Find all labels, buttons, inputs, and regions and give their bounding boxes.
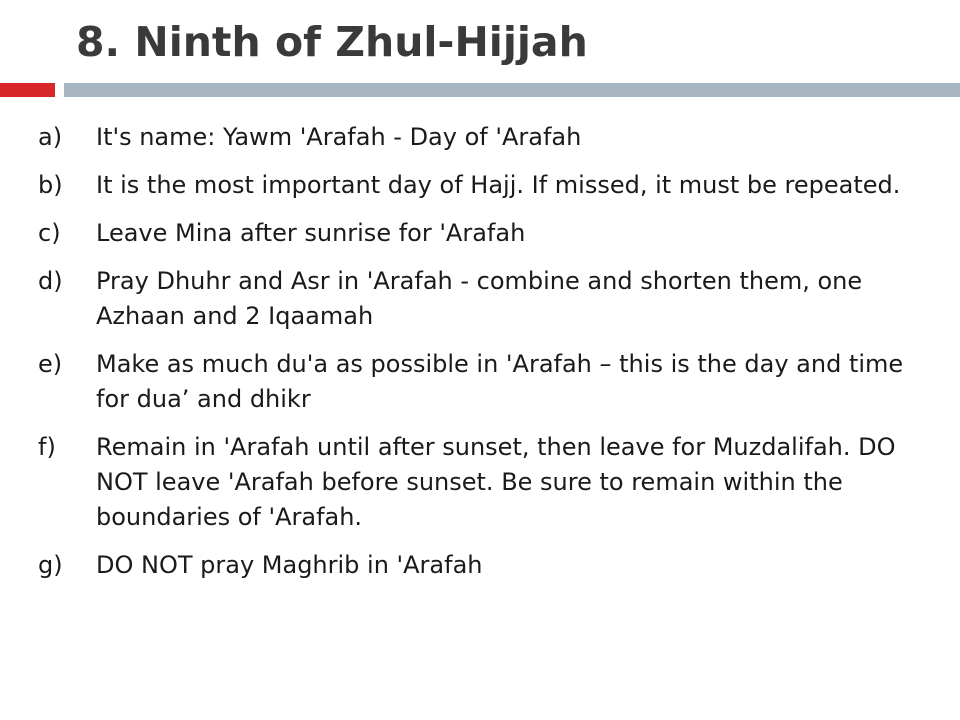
- list-item: [38, 548, 938, 583]
- list-item-marker: a): [38, 123, 63, 151]
- list-item-marker: c): [38, 219, 61, 247]
- list-item-marker: e): [38, 350, 63, 378]
- list-item-marker: g): [38, 551, 63, 579]
- list-item-text: Remain in 'Arafah until after sunset, then leave for Muzdalifah. DO NOT leave 'Arafah before sunset. Be sure to remain within the boundaries of 'Arafah.: [96, 433, 896, 531]
- list-item: [38, 216, 938, 251]
- list-item-marker: d): [38, 267, 63, 295]
- list-item-marker: b): [38, 171, 63, 199]
- list-item: [38, 264, 938, 334]
- list-item: [38, 430, 938, 535]
- title-accent-bar: [0, 83, 55, 97]
- list-item-text: Leave Mina after sunrise for 'Arafah: [96, 219, 526, 247]
- list-item-text: Pray Dhuhr and Asr in 'Arafah - combine and shorten them, one Azhaan and 2 Iqaamah: [96, 267, 863, 330]
- list-item-text: Make as much du'a as possible in 'Arafah – this is the day and time for dua’ and dhikr: [96, 350, 904, 413]
- list-item: [38, 347, 938, 417]
- list-item-text: DO NOT pray Maghrib in 'Arafah: [96, 551, 483, 579]
- list-item-text: It's name: Yawm 'Arafah - Day of 'Arafah: [96, 123, 582, 151]
- list-item-marker: f): [38, 433, 56, 461]
- list-item: [38, 120, 938, 155]
- content-list: [38, 120, 938, 596]
- list-item-text: It is the most important day of Hajj. If missed, it must be repeated.: [96, 171, 901, 199]
- title-underline-bar: [64, 83, 960, 97]
- list-item: [38, 168, 938, 203]
- slide-title: 8. Ninth of Zhul-Hijjah: [76, 18, 588, 66]
